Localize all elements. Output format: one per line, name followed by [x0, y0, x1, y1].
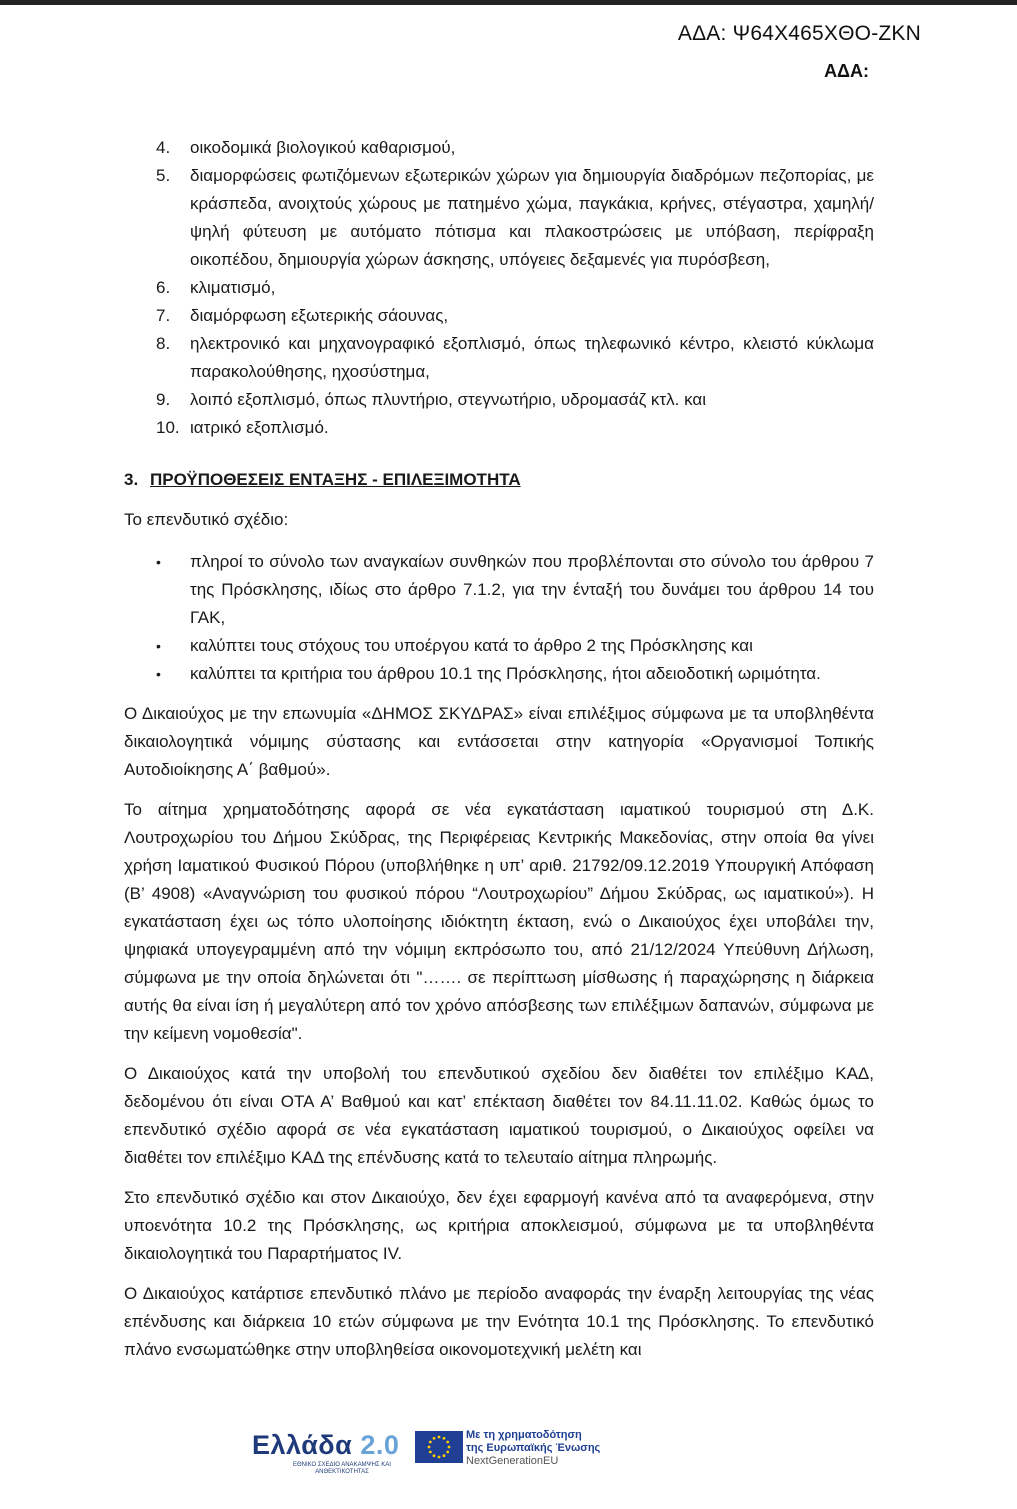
numbered-list — [124, 134, 874, 442]
eu-funding-line1: Με τη χρηματοδότηση — [466, 1429, 582, 1441]
list-item — [124, 330, 874, 386]
list-item-text: διαμορφώσεις φωτιζόμενων εξωτερικών χώρων για δημιουργία διαδρόμων πεζοπορίας, με κράσπεδα, ανοιχτούς χώρους με πατημένο χώμα, παγκάκια, κρήνες, στέγαστρα, χαμηλή/ψηλή φύτευση με αυτόματο πότισμα και πλακοστρώσεις με υπόβαση, περίφραξη οικοπέδου, δημιουργία χώρων άσκησης, υπόγειες δεξαμενές για πυρόσβεση, — [190, 166, 874, 269]
list-item-number: 4. — [156, 138, 171, 157]
bullet-list — [124, 548, 874, 688]
bullet-icon: • — [156, 554, 161, 570]
bullet-item — [124, 660, 874, 688]
list-item-text: ιατρικό εξοπλισμό. — [190, 418, 329, 437]
list-item-number: 7. — [156, 306, 171, 325]
section-number: 3. — [124, 470, 139, 489]
ellada-logo — [252, 1430, 399, 1461]
ellada-logo-text: Ελλάδα — [252, 1430, 353, 1460]
eu-funding-text — [466, 1429, 600, 1468]
paragraph: Ο Δικαιούχος κατά την υποβολή του επενδυτικού σχεδίου δεν διαθέτει τον επιλέξιμο ΚΑΔ, δεδομένου ότι είναι ΟΤΑ Α’ Βαθμού και κατ’ επέκταση διαθέτει τον 84.11.11.02. Καθώς όμως το επενδυτικό σχέδιο αφορά σε νέα εγκατάσταση ιαματικού τουρισμού, ο Δικαιούχος οφείλει να διαθέτει τον επιλέξιμο ΚΑΔ της επένδυσης κατά το τελευταίο αίτημα πληρωμής. — [124, 1064, 874, 1167]
bullet-item — [124, 632, 874, 660]
ellada-logo-subtitle: ΕΘΝΙΚΟ ΣΧΕΔΙΟ ΑΝΑΚΑΜΨΗΣ ΚΑΙ ΑΝΘΕΚΤΙΚΟΤΗΤΑΣ — [293, 1462, 391, 1475]
list-item-text: κλιματισμό, — [190, 278, 276, 297]
paragraph: Ο Δικαιούχος κατάρτισε επενδυτικό πλάνο με περίοδο αναφοράς την έναρξη λειτουργίας της νέας επένδυσης και διάρκεια 10 ετών σύμφωνα με την Ενότητα 10.1 της Πρόσκλησης. Το επενδυτικό πλάνο ενσωματώθηκε στην υποβληθείσα οικονομοτεχνική μελέτη και — [124, 1284, 874, 1359]
bullet-text: καλύπτει τα κριτήρια του άρθρου 10.1 της Πρόσκλησης, ήτοι αδειοδοτική ωριμότητα. — [190, 664, 821, 683]
bullet-text: καλύπτει τους στόχους του υποέργου κατά το άρθρο 2 της Πρόσκλησης και — [190, 636, 753, 655]
document-body — [124, 134, 874, 1364]
list-item-number: 8. — [156, 334, 171, 353]
list-item-number: 9. — [156, 390, 171, 409]
eu-funding-line3: NextGenerationEU — [466, 1455, 559, 1467]
bullet-icon: • — [156, 666, 161, 682]
bullet-icon: • — [156, 638, 161, 654]
ada-label: ΑΔΑ: — [824, 61, 869, 81]
paragraph: Το αίτημα χρηματοδότησης αφορά σε νέα εγκατάσταση ιαματικού τουρισμού στη Δ.Κ. Λουτροχωρίου του Δήμου Σκύδρας, της Περιφέρειας Κεντρικής Μακεδονίας, στην οποία θα γίνει χρήση Ιαματικού Φυσικού Πόρου (υποβλήθηκε η υπ’ αριθ. 21792/09.12.2019 Υπουργική Απόφαση (Β’ 4908) «Αναγνώριση του φυσικού πόρου “Λουτροχωρίου” Δήμου Σκύδρας, ως ιαματικού»). Η εγκατάσταση έχει ως τόπο υλοποίησης ιδιόκτητη έκταση, ενώ ο Δικαιούχος έχει υποβάλει την, ψηφιακά υπογεγραμμένη από την νόμιμη εκπρόσωπο του, από 21/12/2024 Υπεύθυνη Δήλωση, σύμφωνα με την οποία δηλώνεται ότι "……. σε περίπτωση μίσθωσης ή παραχώρησης η διάρκεια αυτής θα είναι ίση ή μεγαλύτερη από τον χρόνο απόσβεσης των επιλέξιμων δαπανών, σύμφωνα με την κείμενη νομοθεσία". — [124, 800, 874, 1043]
list-item-number: 5. — [156, 166, 171, 185]
section-heading — [124, 466, 874, 494]
list-item-text: λοιπό εξοπλισμό, όπως πλυντήριο, στεγνωτήριο, υδρομασάζ κτλ. και — [190, 390, 706, 409]
list-item-number: 6. — [156, 278, 171, 297]
list-item-number: 10. — [156, 418, 180, 437]
list-item — [124, 414, 874, 442]
paragraph: Ο Δικαιούχος με την επωνυμία «ΔΗΜΟΣ ΣΚΥΔΡΑΣ» είναι επιλέξιμος σύμφωνα με τα υποβληθέντα δικαιολογητικά νόμιμης σύστασης και εντάσσεται στην κατηγορία «Οργανισμοί Τοπικής Αυτοδιοίκησης Α΄ βαθμού». — [124, 704, 874, 779]
list-item — [124, 274, 874, 302]
footer-logos — [252, 1428, 772, 1478]
paragraph: Στο επενδυτικό σχέδιο και στον Δικαιούχο, δεν έχει εφαρμογή κανένα από τα αναφερόμενα, στην υποενότητα 10.2 της Πρόσκλησης, ως κριτήρια αποκλεισμού, σύμφωνα με τα υποβληθέντα δικαιολογητικά του Παραρτήματος IV. — [124, 1188, 874, 1263]
list-item-text: ηλεκτρονικό και μηχανογραφικό εξοπλισμό, όπως τηλεφωνικό κέντρο, κλειστό κύκλωμα παρακολούθησης, ηχοσύστημα, — [190, 334, 874, 381]
bullet-text: πληροί το σύνολο των αναγκαίων συνθηκών που προβλέπονται στο σύνολο του άρθρου 7 της Πρόσκλησης, ιδίως στο άρθρο 7.1.2, για την ένταξή του δυνάμει του άρθρου 14 του ΓΑΚ, — [190, 552, 874, 627]
list-item-text: οικοδομικά βιολογικού καθαρισμού, — [190, 138, 456, 157]
ada-code: ΑΔΑ: Ψ64Χ465ΧΘΟ-ΖΚΝ — [677, 22, 921, 45]
section-title: ΠΡΟΫΠΟΘΕΣΕΙΣ ΕΝΤΑΞΗΣ - ΕΠΙΛΕΞΙΜΟΤΗΤΑ — [150, 470, 521, 489]
list-item — [124, 302, 874, 330]
intro-text: Το επενδυτικό σχέδιο: — [124, 510, 289, 529]
top-border — [0, 0, 1017, 5]
list-item — [124, 162, 874, 274]
list-item — [124, 386, 874, 414]
eu-funding-line2: της Ευρωπαϊκής Ένωσης — [466, 1442, 601, 1454]
bullet-item — [124, 548, 874, 632]
eu-flag-icon — [415, 1431, 463, 1463]
list-item — [124, 134, 874, 162]
list-item-text: διαμόρφωση εξωτερικής σάουνας, — [190, 306, 449, 325]
ellada-logo-version: 2.0 — [360, 1430, 400, 1460]
